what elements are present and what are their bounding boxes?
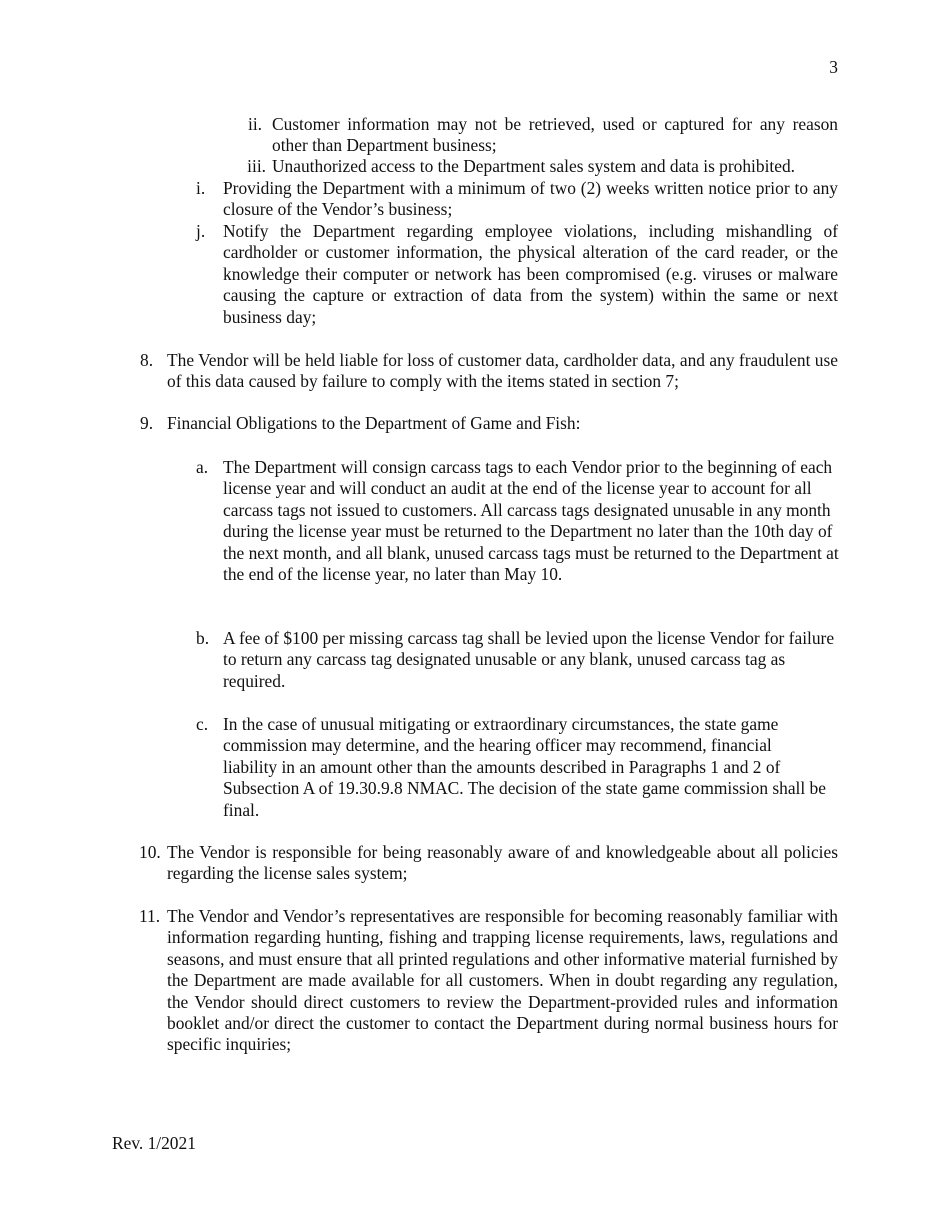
numbered-item-9 [140,413,838,434]
numbered-item-11 [139,906,838,1056]
list-item-text: The Vendor and Vendor’s representatives are responsible for becoming reasonably familiar with information regarding hunting, fishing and trapping license requirements, laws, regulations and seasons, and must ensure that all printed regulations and other informative material furnished by the Department are made available for all customers. When in doubt regarding any regulation, the Vendor should direct customers to review the Department-provided rules and information booklet and/or direct the customer to contact the Department during normal business hours for specific inquiries; [167,906,838,1055]
list-marker: 11. [139,906,161,926]
list-item-text: Financial Obligations to the Department of Game and Fish: [167,413,581,433]
numbered-item-8 [140,350,838,393]
list-marker: a. [196,457,209,477]
page-number: 3 [829,57,838,77]
footer-revision: Rev. 1/2021 [112,1133,196,1153]
list-marker: 9. [140,413,154,433]
list-item-roman-ii [247,114,838,157]
list-item-letter-c [196,714,827,821]
list-item-letter-b [196,628,841,692]
list-item-text: Providing the Department with a minimum of two (2) weeks written notice prior to any closure of the Vendor’s business; [223,178,838,220]
list-marker: ii. [247,114,262,134]
list-item-letter-a [196,457,841,585]
list-item-text: The Department will consign carcass tags to each Vendor prior to the beginning of each license year and will conduct an audit at the end of the license year to account for all carcass tags not issued to customers. All carcass tags designated unusable in any month during the license year must be returned to the Department no later than the 10th day of the next month, and all blank, unused carcass tags must be returned to the Department at the end of the license year, no later than May 10. [223,457,839,585]
list-marker: 10. [139,842,161,862]
list-item-text: The Vendor will be held liable for loss of customer data, cardholder data, and any fraudulent use of this data caused by failure to comply with the items stated in section 7; [167,350,838,392]
list-item-text: Unauthorized access to the Department sales system and data is prohibited. [272,156,796,176]
list-marker: iii. [247,156,266,176]
list-item-roman-iii [247,156,842,177]
list-item-text: The Vendor is responsible for being reasonably aware of and knowledgeable about all policies regarding the license sales system; [167,842,838,884]
list-marker: b. [196,628,210,648]
list-marker: j. [196,221,206,241]
list-marker: i. [196,178,206,198]
list-item-text: Customer information may not be retrieved, used or captured for any reason other than Department business; [272,114,838,156]
list-marker: c. [196,714,209,734]
list-item-letter-i [196,178,838,221]
list-item-text: In the case of unusual mitigating or extraordinary circumstances, the state game commission may determine, and the hearing officer may recommend, financial liability in an amount other than the amounts described in Paragraphs 1 and 2 of Subsection A of 19.30.9.8 NMAC. The decision of the state game commission shall be final. [223,714,826,820]
numbered-item-10 [139,842,838,885]
list-item-letter-j [196,221,838,328]
list-item-text: A fee of $100 per missing carcass tag shall be levied upon the license Vendor for failure to return any carcass tag designated unusable or any blank, unused carcass tag as required. [223,628,835,691]
list-item-text: Notify the Department regarding employee violations, including mishandling of cardholder or customer information, the physical alteration of the card reader, or the knowledge their computer or network has been compromised (e.g. viruses or malware causing the capture or extraction of data from the system) within the same or next business day; [223,221,838,327]
list-marker: 8. [140,350,154,370]
